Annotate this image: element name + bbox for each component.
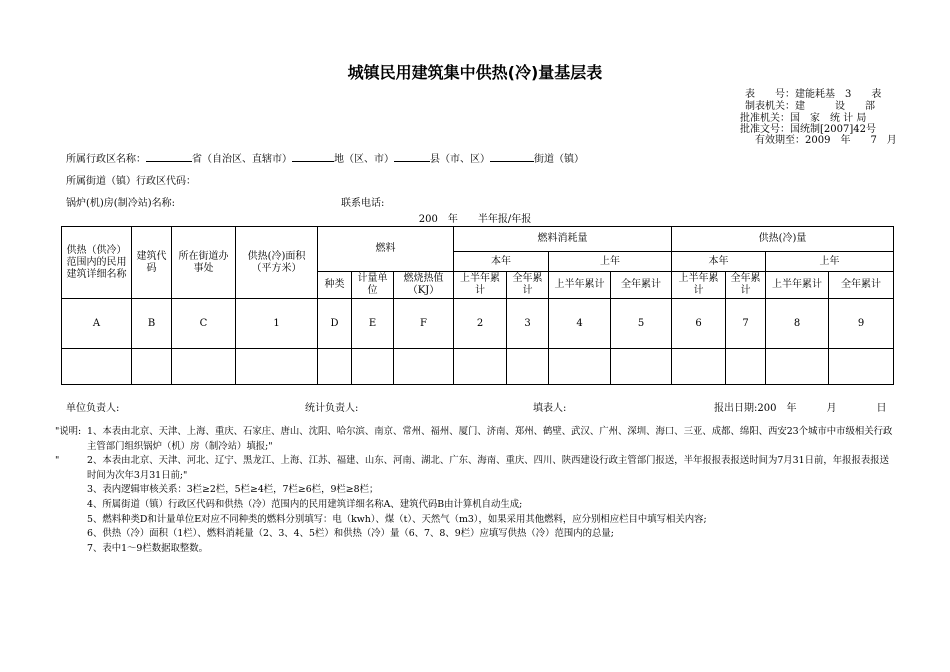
header-fuel-type: 种类 (318, 272, 352, 299)
header-consumption-h1-last: 上半年累计 (549, 272, 611, 299)
prefecture-label: 地（区、市） (334, 154, 394, 165)
header-consumption-last-year: 上年 (549, 252, 672, 272)
issuing-org: 制表机关：建 设 部 (745, 101, 875, 112)
header-street-office: 所在街道办事处 (172, 227, 236, 299)
header-building-name: 供热（供冷）范围内的民用建筑详细名称 (62, 227, 132, 299)
note-item (55, 498, 895, 513)
note-text: 4、所属街道（镇）行政区代码和供热（冷）范围内的民用建筑详细名称A、建筑代码B由计算机自动生成; (87, 498, 523, 510)
data-cell[interactable] (549, 349, 611, 385)
column-code: A (62, 299, 132, 349)
note-text: 6、供热（冷）面积（1栏）、燃料消耗量（2、3、4、5栏）和供热（冷）量（6、7、8、9栏）应填写供热（冷）范围内的总量; (87, 528, 614, 540)
header-consumption-h1-this: 上半年累计 (454, 272, 507, 299)
column-code: 7 (726, 299, 766, 349)
note-item (55, 527, 895, 542)
header-heating-area: 供热(冷)面积（平方米） (236, 227, 318, 299)
data-cell[interactable] (507, 349, 549, 385)
header-supply-last-year: 上年 (766, 252, 894, 272)
note-mark (55, 527, 87, 542)
unit-head-label: 单位负责人: (66, 403, 120, 414)
note-item (55, 542, 895, 557)
note-text: 1、本表由北京、天津、上海、重庆、石家庄、唐山、沈阳、哈尔滨、南京、常州、福州、厦门、济南、郑州、鹤壁、武汉、广州、深圳、海口、三亚、成都、绵阳、西安23个城市中市级相关行政主管部门组织锅炉（机）房（制冷站）填报;" (87, 426, 893, 452)
header-consumption-this-year: 本年 (454, 252, 549, 272)
note-item (55, 483, 895, 498)
street-code-label: 所属街道（镇）行政区代码： (66, 176, 196, 187)
filler-label: 填表人: (533, 403, 567, 414)
note-mark (55, 542, 87, 557)
approval-doc-number: 批准文号：国统制[2007]42号 (740, 124, 876, 135)
data-cell[interactable] (132, 349, 172, 385)
note-mark (55, 483, 87, 498)
page-title: 城镇民用建筑集中供热(冷)量基层表 (347, 63, 603, 82)
county-blank[interactable] (394, 152, 430, 162)
header-building-code: 建筑代码 (132, 227, 172, 299)
column-code: 3 (507, 299, 549, 349)
phone-label: 联系电话: (341, 198, 385, 209)
report-date-label: 报出日期:200 年 月 日 (714, 403, 887, 414)
note-text: 5、燃料种类D和计量单位E对应不同种类的燃料分别填写：电（kwh）、煤（t）、天然气（m3），如果采用其他燃料，应分别相应栏目中填写相关内容; (87, 513, 707, 525)
data-cell[interactable] (236, 349, 318, 385)
column-code: C (172, 299, 236, 349)
note-text: 7、表中1～9栏数据取整数。 (87, 542, 209, 554)
valid-until: 有效期至：2009 年 7 月 (755, 135, 897, 146)
column-code: 9 (829, 299, 894, 349)
header-supply-full-last: 全年累计 (829, 272, 894, 299)
note-mark (55, 513, 87, 528)
column-code: E (352, 299, 394, 349)
data-cell[interactable] (829, 349, 894, 385)
approving-org: 批准机关：国 家 统 计 局 (740, 113, 867, 124)
region-line (66, 150, 584, 165)
street-label: 街道（镇） (534, 154, 584, 165)
county-label: 县（市、区） (430, 154, 490, 165)
street-blank[interactable] (490, 152, 534, 162)
note-item (55, 454, 895, 483)
data-cell[interactable] (454, 349, 507, 385)
stat-head-label: 统计负责人: (305, 403, 359, 414)
note-mark: "说明: (55, 426, 82, 437)
notes-section (55, 425, 895, 556)
header-consumption-full-this: 全年累计 (507, 272, 549, 299)
header-consumption-full-last: 全年累计 (611, 272, 672, 299)
column-code: B (132, 299, 172, 349)
header-supply-h1-last: 上半年累计 (766, 272, 829, 299)
header-fuel-unit: 计量单位 (352, 272, 394, 299)
data-cell[interactable] (611, 349, 672, 385)
header-supply-full-this: 全年累计 (726, 272, 766, 299)
region-label: 所属行政区名称： (66, 154, 146, 165)
column-code: 1 (236, 299, 318, 349)
prefecture-blank[interactable] (292, 152, 334, 162)
boiler-room-name-label: 锅炉(机)房(制冷站)名称: (66, 198, 175, 209)
header-heat-supply: 供热(冷)量 (672, 227, 894, 252)
header-fuel: 燃料 (318, 227, 454, 272)
report-period: 200 年 半年报/年报 (418, 214, 532, 225)
data-cell[interactable] (766, 349, 829, 385)
column-code: 8 (766, 299, 829, 349)
form-number: 表 号：建能耗基 3 表 (745, 89, 882, 100)
data-cell[interactable] (394, 349, 454, 385)
table-row (62, 349, 894, 385)
data-cell[interactable] (352, 349, 394, 385)
data-cell[interactable] (672, 349, 726, 385)
column-code: 5 (611, 299, 672, 349)
note-text: 2、本表由北京、天津、河北、辽宁、黑龙江、上海、江苏、福建、山东、河南、湖北、广东、海南、重庆、四川、陕西建设行政主管部门报送，半年报报表报送时间为7月31日前，年报报表报送时间为次年3月31日前;" (87, 455, 889, 481)
note-mark: " (55, 455, 60, 467)
header-fuel-consumption: 燃料消耗量 (454, 227, 672, 252)
data-cell[interactable] (172, 349, 236, 385)
column-code: F (394, 299, 454, 349)
header-fuel-heat-value: 燃烧热值（KJ） (394, 272, 454, 299)
data-cell[interactable] (62, 349, 132, 385)
heating-table (61, 226, 894, 385)
header-supply-h1-this: 上半年累计 (672, 272, 726, 299)
note-text: 3、表内逻辑审核关系：3栏≥2栏，5栏≥4栏，7栏≥6栏，9栏≥8栏； (87, 484, 379, 496)
header-supply-this-year: 本年 (672, 252, 766, 272)
note-item (55, 425, 895, 454)
data-cell[interactable] (318, 349, 352, 385)
note-item (55, 513, 895, 528)
column-code: D (318, 299, 352, 349)
province-label: 省（自治区、直辖市） (192, 154, 292, 165)
note-mark (55, 498, 87, 513)
column-code: 6 (672, 299, 726, 349)
column-code: 2 (454, 299, 507, 349)
column-code: 4 (549, 299, 611, 349)
province-blank[interactable] (146, 152, 192, 162)
data-cell[interactable] (726, 349, 766, 385)
